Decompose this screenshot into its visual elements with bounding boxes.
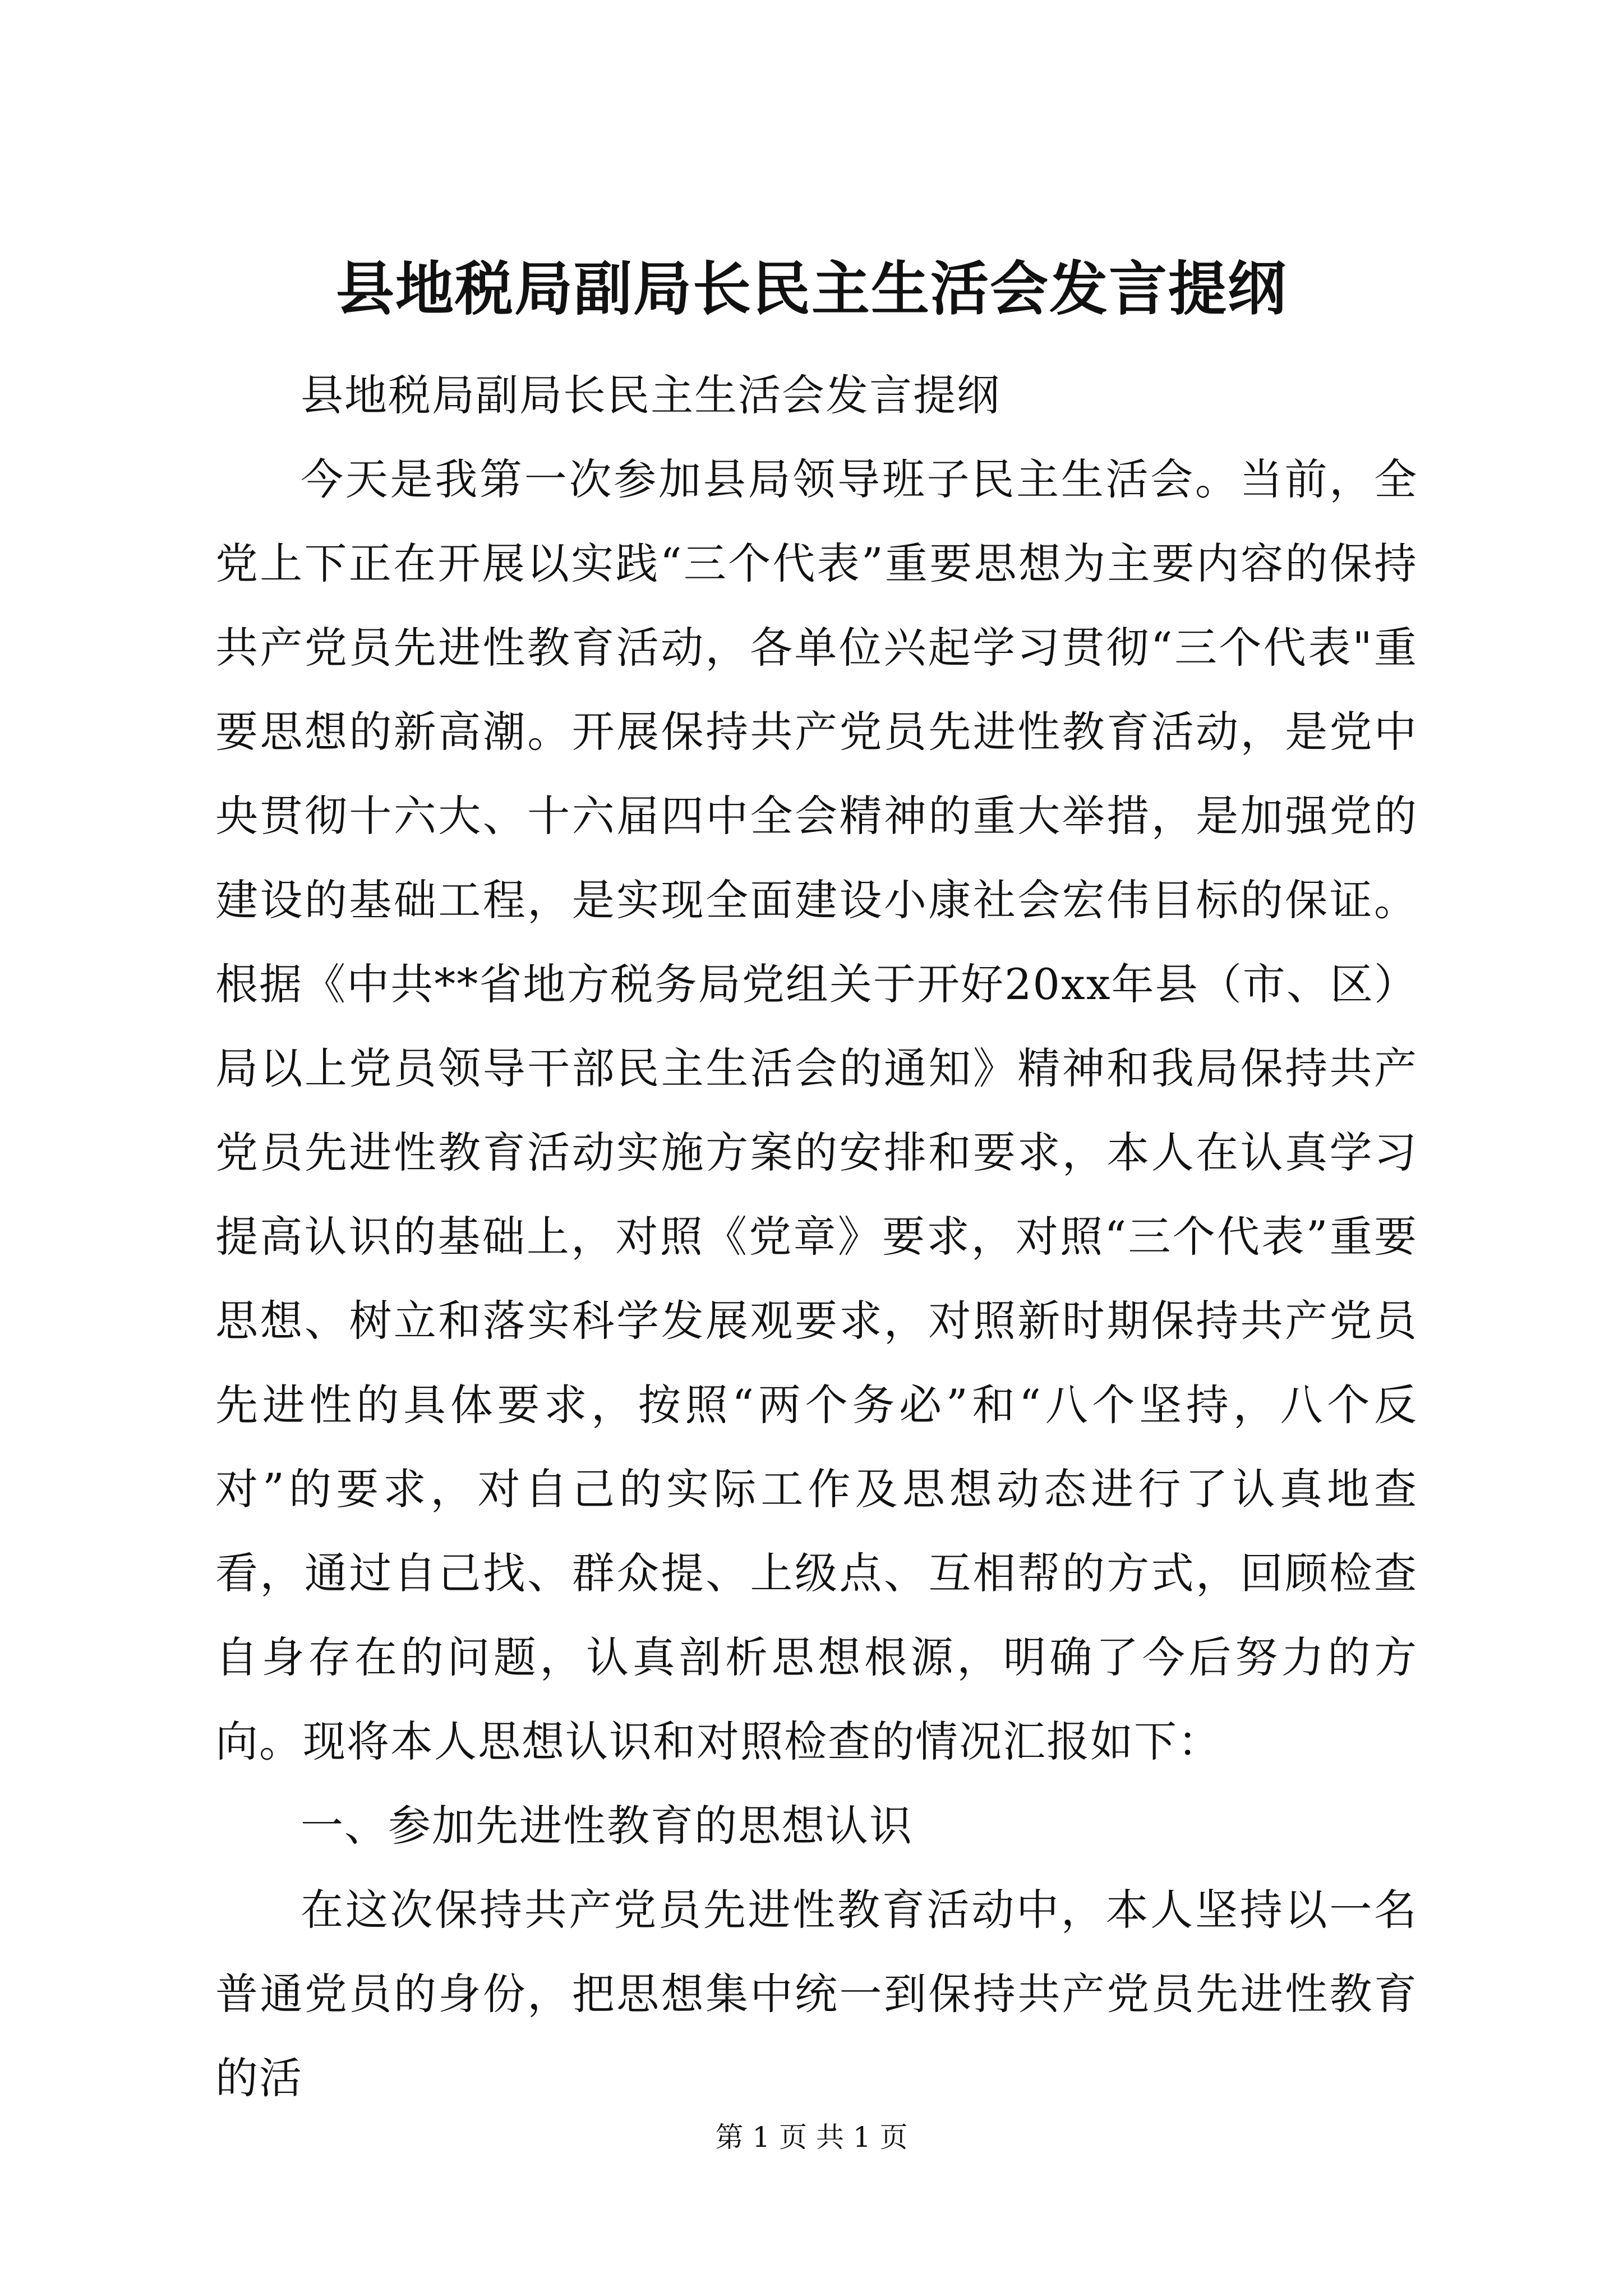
section-heading: 一、参加先进性教育的思想认识 <box>301 1801 913 1851</box>
page-footer: 第 1 页 共 1 页 <box>715 2121 908 2154</box>
document-body <box>215 353 1418 2120</box>
intro-paragraph: 今天是我第一次参加县局领导班子民主生活会。当前，全党上下正在开展以实践“三个代表”重要思想为主要内容的保持共产党员先进性教育活动，各单位兴起学习贯彻“三个代表"重要思想的新高潮。开展保持共产党员先进性教育活动，是党中央贯彻十六大、十六届四中全会精神的重大举措，是加强党的建设的基础工程，是实现全面建设小康社会宏伟目标的保证。根据《中共**省地方税务局党组关于开好20xx年县（市、区）局以上党员领导干部民主生活会的通知》精神和我局保持共产党员先进性教育活动实施方案的安排和要求，本人在认真学习提高认识的基础上，对照《党章》要求，对照“三个代表”重要思想、树立和落实科学发展观要求，对照新时期保持共产党员先进性的具体要求，按照“两个务必”和“八个坚持，八个反对”的要求，对自己的实际工作及思想动态进行了认真地查看，通过自己找、群众提、上级点、互相帮的方式，回顾检查自身存在的问题，认真剖析思想根源，明确了今后努力的方向。现将本人思想认识和对照检查的情况汇报如下： <box>215 454 1418 1766</box>
document-title: 县地税局副局长民主生活会发言提纲 <box>335 254 1287 323</box>
section-paragraph: 在这次保持共产党员先进性教育活动中，本人坚持以一名普通党员的身份，把思想集中统一到保持共产党员先进性教育的活 <box>215 1885 1418 2103</box>
subtitle-paragraph: 县地税局副局长民主生活会发言提纲 <box>301 370 1000 420</box>
